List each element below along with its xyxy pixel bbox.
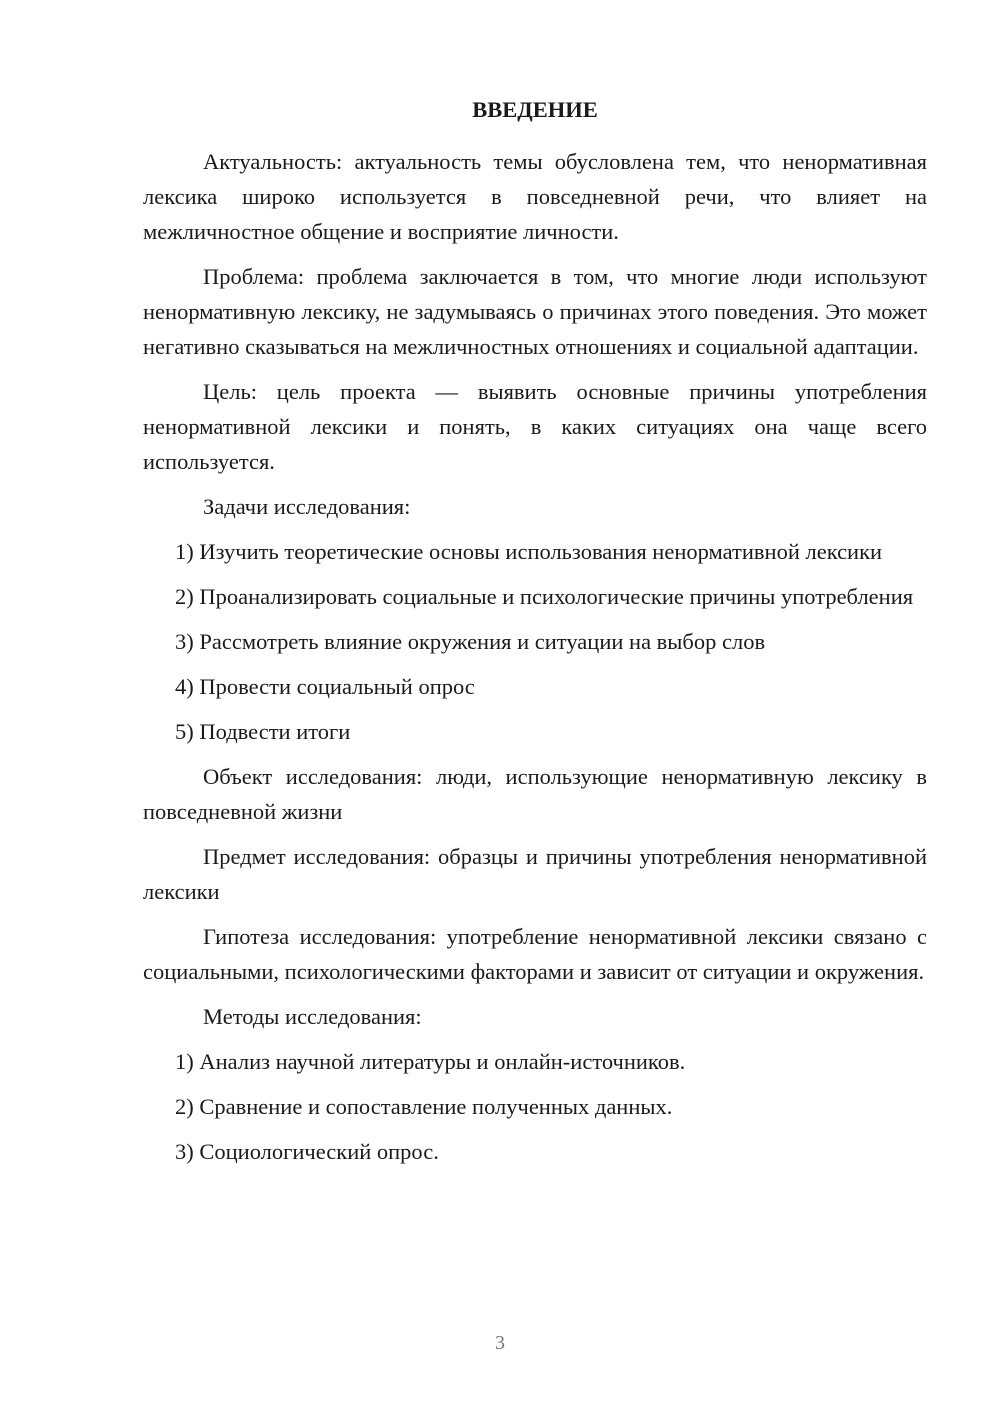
task-item-2: 2) Проанализировать социальные и психологические причины употребления xyxy=(175,584,914,609)
method-item-1: 1) Анализ научной литературы и онлайн-источников. xyxy=(175,1049,686,1074)
page-title: ВВЕДЕНИЕ xyxy=(472,97,598,122)
task-item-4: 4) Провести социальный опрос xyxy=(175,674,475,699)
object-paragraph: Объект исследования: люди, использующие ненормативную лексику в повседневной жизни xyxy=(143,764,927,824)
problem-paragraph: Проблема: проблема заключается в том, что многие люди используют ненормативную лексику, не задумываясь о причинах этого поведения. Это может негативно сказываться на межличностных отношениях и социальной адаптации. xyxy=(143,264,927,359)
method-item-3: 3) Социологический опрос. xyxy=(175,1139,439,1164)
document-page xyxy=(143,92,927,1179)
hypothesis-paragraph: Гипотеза исследования: употребление ненормативной лексики связано с социальными, психологическими факторами и зависит от ситуации и окружения. xyxy=(143,924,927,984)
relevance-paragraph: Актуальность: актуальность темы обусловлена тем, что ненормативная лексика широко используется в повседневной речи, что влияет на межличностное общение и восприятие личности. xyxy=(143,149,927,244)
page-number: 3 xyxy=(495,1332,505,1354)
task-item-5: 5) Подвести итоги xyxy=(175,719,351,744)
task-item-3: 3) Рассмотреть влияние окружения и ситуации на выбор слов xyxy=(175,629,766,654)
task-item-1: 1) Изучить теоретические основы использования ненормативной лексики xyxy=(175,539,883,564)
methods-heading: Методы исследования: xyxy=(203,1004,422,1029)
goal-paragraph: Цель: цель проекта — выявить основные причины употребления ненормативной лексики и понять, в каких ситуациях она чаще всего используется. xyxy=(143,379,927,474)
subject-paragraph: Предмет исследования: образцы и причины употребления ненормативной лексики xyxy=(143,844,927,904)
method-item-2: 2) Сравнение и сопоставление полученных данных. xyxy=(175,1094,673,1119)
tasks-heading: Задачи исследования: xyxy=(203,494,411,519)
